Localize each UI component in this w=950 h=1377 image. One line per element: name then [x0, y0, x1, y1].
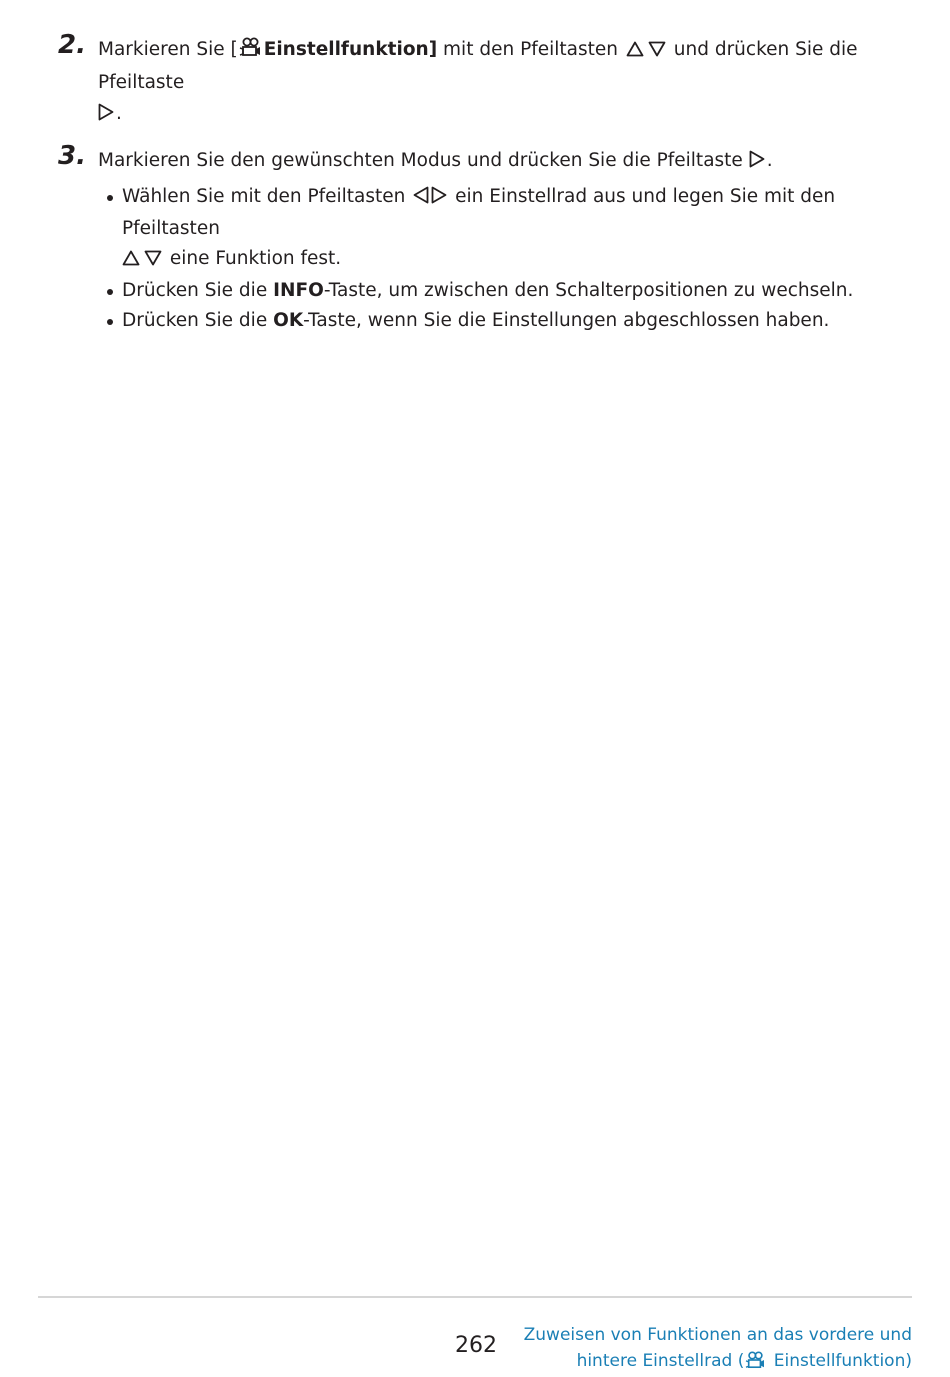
list-item — [122, 306, 902, 336]
arrow-up-icon — [626, 36, 644, 67]
step-number: 2. — [58, 30, 86, 60]
ok-key-label: OK — [273, 310, 304, 331]
section-link[interactable] — [492, 1322, 912, 1377]
bullet-text-mid: ein Einstellrad aus und legen Sie mit den Pfeiltasten — [122, 186, 836, 239]
page-number: 262 — [455, 1333, 497, 1358]
step-2 — [58, 30, 898, 131]
step-text — [98, 145, 898, 178]
bullet-text-post: -Taste, wenn Sie die Einstellungen abgeschlossen haben. — [303, 310, 830, 331]
bullet-text-pre: Drücken Sie die — [122, 310, 274, 331]
step-text-post: und drücken Sie die Pfeiltaste — [98, 39, 858, 93]
arrow-up-icon — [122, 246, 140, 276]
arrow-down-icon — [144, 246, 162, 276]
section-link-line2-post[interactable]: Einstellfunktion) — [768, 1351, 912, 1371]
step-text-end: . — [116, 103, 122, 124]
arrow-right-icon — [749, 147, 765, 178]
step-number: 3. — [58, 141, 86, 171]
section-link-line1[interactable]: Zuweisen von Funktionen an das vordere und — [523, 1325, 912, 1345]
arrow-left-icon — [413, 184, 429, 214]
step-text — [98, 34, 898, 131]
movie-camera-icon — [239, 36, 261, 67]
step-text-mid: mit den Pfeiltasten — [437, 39, 618, 60]
list-item — [122, 276, 902, 306]
footer-divider — [38, 1296, 912, 1298]
movie-camera-icon — [745, 1351, 765, 1377]
arrow-down-icon — [648, 36, 666, 67]
step-text-pre: Markieren Sie [ — [98, 39, 238, 60]
step-text-main: Markieren Sie den gewünschten Modus und drücken Sie die Pfeiltaste — [98, 150, 743, 171]
bullet-text-pre: Drücken Sie die — [122, 280, 274, 301]
list-item — [122, 182, 902, 276]
step-3 — [58, 141, 898, 336]
bullet-list — [122, 182, 902, 336]
info-key-label: INFO — [273, 280, 324, 301]
step-text-end: . — [766, 150, 773, 171]
bullet-text-post: eine Funktion fest. — [164, 248, 342, 269]
section-link-line2-pre[interactable]: hintere Einstellrad ( — [576, 1351, 745, 1371]
bullet-text-pre: Wählen Sie mit den Pfeiltasten — [122, 186, 406, 207]
menu-item-label: Einstellfunktion] — [263, 39, 438, 60]
bullet-text-post: -Taste, um zwischen den Schalterpositionen zu wechseln. — [323, 280, 854, 301]
arrow-right-icon — [431, 184, 447, 214]
arrow-right-icon — [98, 100, 114, 131]
